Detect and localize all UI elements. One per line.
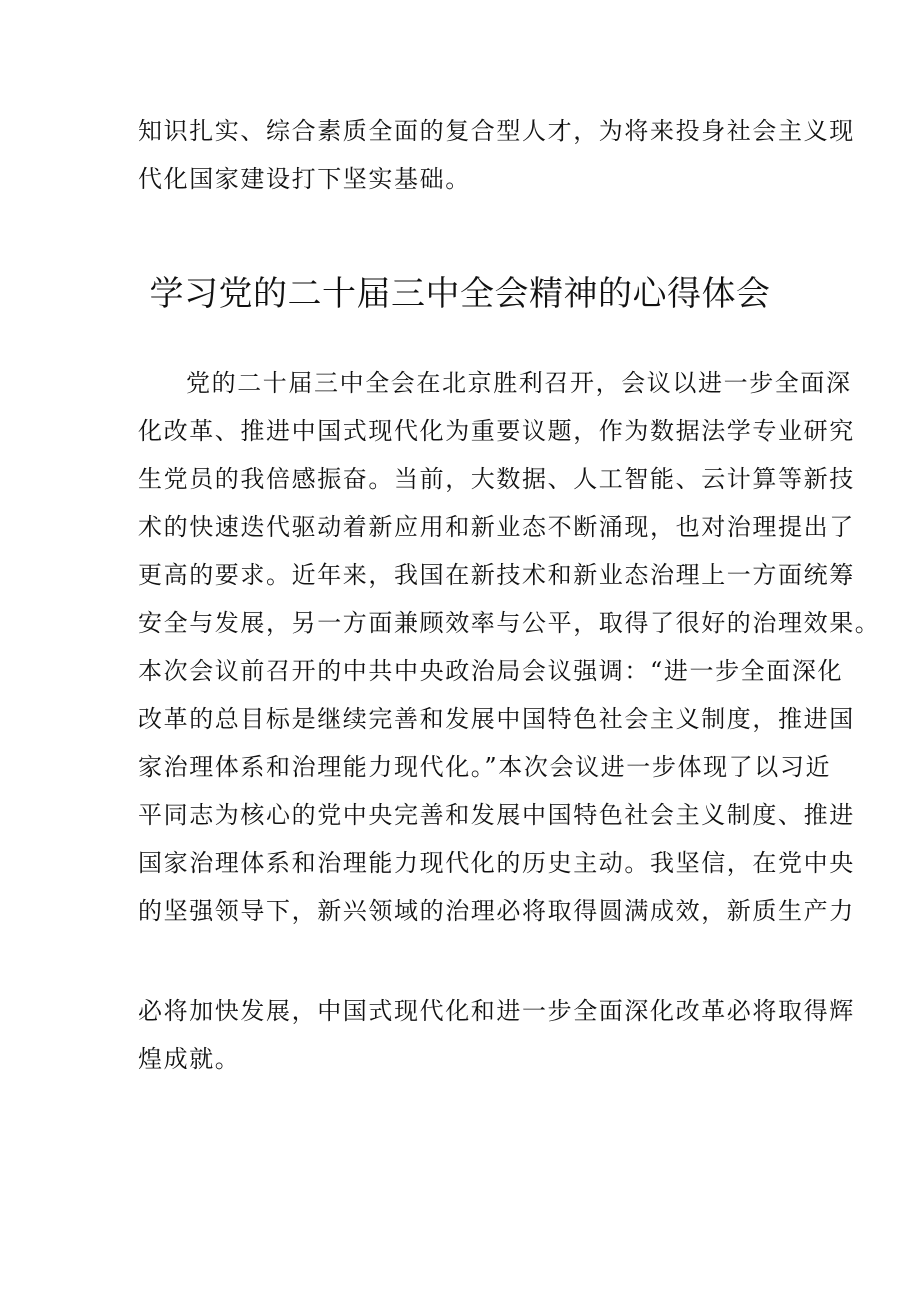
- body-line-11: 国家治理体系和治理能力现代化的历史主动。我坚信，在党中央: [138, 849, 855, 877]
- body-line-7: 本次会议前召开的中共中央政治局会议强调：“进一步全面深化: [138, 657, 844, 685]
- body-line-3: 生党员的我倍感振奋。当前，大数据、人工智能、云计算等新技: [138, 465, 855, 493]
- body-line-6: 安全与发展，另一方面兼顾效率与公平，取得了很好的治理效果。: [138, 609, 881, 637]
- continuation-line-1: 知识扎实、综合素质全面的复合型人才，为将来投身社会主义现: [138, 117, 855, 145]
- body-line-4: 术的快速迭代驱动着新应用和新业态不断涌现，也对治理提出了: [138, 513, 855, 541]
- page-title: 学习党的二十届三中全会精神的心得体会: [149, 274, 771, 314]
- body-line-10: 平同志为核心的党中央完善和发展中国特色社会主义制度、推进: [138, 801, 855, 829]
- continuation-line-2: 代化国家建设打下坚实基础。: [138, 165, 471, 193]
- body-line-12: 的坚强领导下，新兴领域的治理必将取得圆满成效，新质生产力: [138, 897, 855, 925]
- body-line-9: 家治理体系和治理能力现代化。”本次会议进一步体现了以习近: [138, 753, 832, 781]
- final-line-2: 煌成就。: [138, 1045, 241, 1073]
- final-line-1: 必将加快发展，中国式现代化和进一步全面深化改革必将取得辉: [138, 997, 855, 1025]
- body-line-1: 党的二十届三中全会在北京胜利召开，会议以进一步全面深: [186, 369, 852, 397]
- body-line-8: 改革的总目标是继续完善和发展中国特色社会主义制度，推进国: [138, 705, 855, 733]
- body-line-5: 更高的要求。近年来，我国在新技术和新业态治理上一方面统筹: [138, 561, 855, 589]
- body-line-2: 化改革、推进中国式现代化为重要议题，作为数据法学专业研究: [138, 417, 855, 445]
